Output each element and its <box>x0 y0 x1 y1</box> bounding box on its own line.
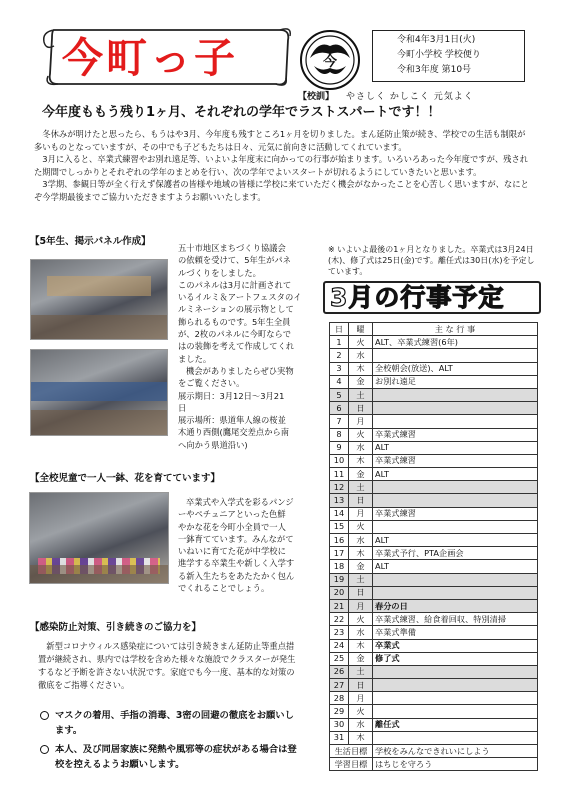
schedule-header-row <box>330 323 538 336</box>
bullet-text: 本人、及び同居家族に発熱や風邪等の症状がある場合は登校を控えるようお願いします。 <box>55 744 297 770</box>
schedule-dow: 金 <box>349 468 373 481</box>
schedule-dow: 火 <box>349 705 373 718</box>
text-line: ました。 <box>178 353 212 364</box>
issue-info-box <box>372 30 525 82</box>
text-line: 展示期日：3月12日～3月21 <box>178 390 285 401</box>
schedule-day: 28 <box>330 692 349 705</box>
motto-values: やさしく かしこく 元気よく <box>346 92 474 102</box>
motto-label: 【校訓】 <box>298 92 335 102</box>
schedule-row <box>330 718 538 731</box>
schedule-day: 3 <box>330 362 349 375</box>
schedule-event: 春分の日 <box>373 599 538 612</box>
schedule-dow: 日 <box>349 402 373 415</box>
schedule-day: 26 <box>330 665 349 678</box>
text-line: 展示場所：県道隼人線の桜並 <box>178 415 286 426</box>
schedule-event <box>373 731 538 744</box>
schedule-row <box>330 336 538 349</box>
schedule-row <box>330 388 538 401</box>
schedule-event <box>373 415 538 428</box>
schedule-dow: 木 <box>349 547 373 560</box>
text-line: いるイルミ＆アートフェスタのイ <box>178 292 302 303</box>
text-line: ーやペチュニアといった色鮮 <box>178 509 286 520</box>
photo-children-planting-flowers <box>29 492 169 584</box>
schedule-day: 2 <box>330 349 349 362</box>
footer-row <box>330 745 538 758</box>
schedule-day: 10 <box>330 454 349 467</box>
schedule-event <box>373 402 538 415</box>
schedule-row <box>330 481 538 494</box>
schedule-day: 16 <box>330 534 349 547</box>
schedule-row <box>330 560 538 573</box>
schedule-day: 25 <box>330 652 349 665</box>
issue-publisher: 今町小学校 学校便り <box>397 50 481 60</box>
schedule-event: 全校朝会(放送)、ALT <box>373 362 538 375</box>
schedule-dow: 日 <box>349 679 373 692</box>
schedule-day: 19 <box>330 573 349 586</box>
study-goal-value: はちじを守ろう <box>373 758 538 771</box>
intro-text <box>34 128 532 204</box>
schedule-dow: 月 <box>349 692 373 705</box>
section1-text <box>178 242 318 451</box>
schedule-event <box>373 481 538 494</box>
schedule-dow: 金 <box>349 652 373 665</box>
schedule-event: 卒業式練習 <box>373 428 538 441</box>
schedule-event: 卒業式 <box>373 639 538 652</box>
section-heading-panel: 【5年生、掲示パネル作成】 <box>30 236 151 247</box>
schedule-dow: 土 <box>349 665 373 678</box>
svg-text:今: 今 <box>323 54 337 70</box>
intro-paragraph: 冬休みが明けたと思ったら、もうはや3月、今年度も残すところ1ヶ月を切りました。まん延防止策が続き、学校での生活も制限が多いものとなっていますが、その中でも子どもたちは日々、元気に前向きに活動してくれています。 <box>34 129 526 152</box>
text-line: る新入生たちをあたたかく包ん <box>178 570 295 581</box>
infection-bullets <box>40 708 302 772</box>
text-line: をご覧ください。 <box>178 378 245 389</box>
schedule-row <box>330 626 538 639</box>
schedule-day: 30 <box>330 718 349 731</box>
schedule-event: 卒業式練習、給食着回収、特別清掃 <box>373 613 538 626</box>
schedule-day: 23 <box>330 626 349 639</box>
schedule-event <box>373 586 538 599</box>
text-line: 五十市地区まちづくり協議会 <box>178 243 286 253</box>
schedule-row <box>330 705 538 718</box>
schedule-day: 1 <box>330 336 349 349</box>
school-crest-icon <box>298 28 362 92</box>
schedule-row <box>330 639 538 652</box>
schedule-dow: 火 <box>349 336 373 349</box>
bullet-circle-icon <box>40 745 49 754</box>
schedule-event: ALT <box>373 534 538 547</box>
schedule-event <box>373 520 538 533</box>
text-line: はの装飾を考えて作成してくれ <box>178 341 295 352</box>
schedule-day: 15 <box>330 520 349 533</box>
schedule-day: 22 <box>330 613 349 626</box>
schedule-event <box>373 705 538 718</box>
schedule-event: ALT <box>373 441 538 454</box>
schedule-event <box>373 679 538 692</box>
schedule-note: ※ いよいよ最後の1ヶ月となりました。卒業式は3月24日(木)、修了式は25日(金)です。離任式は30日(水)を予定しています。 <box>328 245 535 276</box>
schedule-row <box>330 402 538 415</box>
schedule-dow: 水 <box>349 349 373 362</box>
text-line: このパネルは3月に計画されて <box>178 279 292 290</box>
schedule-dow: 火 <box>349 520 373 533</box>
schedule-event <box>373 388 538 401</box>
schedule-day: 18 <box>330 560 349 573</box>
schedule-dow: 日 <box>349 586 373 599</box>
issue-date: 令和4年3月1日(火) <box>397 35 476 45</box>
schedule-day: 24 <box>330 639 349 652</box>
issue-number: 令和3年度 第10号 <box>397 65 472 75</box>
schedule-dow: 土 <box>349 388 373 401</box>
schedule-dow: 金 <box>349 560 373 573</box>
schedule-dow: 火 <box>349 613 373 626</box>
schedule-row <box>330 573 538 586</box>
schedule-day: 14 <box>330 507 349 520</box>
text-line: 飾られるものです。5年生全員 <box>178 316 291 327</box>
schedule-row <box>330 586 538 599</box>
schedule-row <box>330 547 538 560</box>
schedule-row <box>330 613 538 626</box>
bullet-circle-icon <box>40 711 49 720</box>
schedule-dow: 月 <box>349 507 373 520</box>
schedule-day: 5 <box>330 388 349 401</box>
schedule-dow: 月 <box>349 599 373 612</box>
schedule-row <box>330 692 538 705</box>
schedule-day: 13 <box>330 494 349 507</box>
intro-paragraph: 3月に入ると、卒業式練習やお別れ遠足等、いよいよ年度末に向かっての行事が始まります。いろいろあった今年度ですが、残された期間でしっかりとそれぞれの学年のまとめを行い、次の学年でよいスタートが切れるようにしていきたいと思います。 <box>34 154 529 177</box>
schedule-event <box>373 665 538 678</box>
section-heading-infection: 【感染防止対策、引き続きのご協力を】 <box>30 622 202 633</box>
main-headline: 今年度ももう残り1ヶ月、それぞれの学年でラストスパートです！！ <box>42 105 441 120</box>
schedule-event: ALT、卒業式練習(6年) <box>373 336 538 349</box>
bullet-item <box>40 742 302 772</box>
schedule-row <box>330 731 538 744</box>
schedule-event: 離任式 <box>373 718 538 731</box>
schedule-row <box>330 362 538 375</box>
schedule-row <box>330 468 538 481</box>
schedule-dow: 水 <box>349 718 373 731</box>
text-line: が、2枚のパネルに今町ならで <box>178 329 292 340</box>
schedule-day: 4 <box>330 375 349 388</box>
schedule-row <box>330 349 538 362</box>
infection-paragraph: 新型コロナウィルス感染症については引き続きまん延防止等重点措置が継続され、県内では学校を含めた様々な施設でクラスターが発生するなど予断を許さない状況です。家庭でも今一度、基本的な対策の徹底をご指導ください。 <box>38 641 296 690</box>
schedule-event <box>373 573 538 586</box>
schedule-event: 卒業式練習 <box>373 507 538 520</box>
text-line: 進学する卒業生や新しく入学す <box>178 558 295 569</box>
study-goal-label: 学習目標 <box>330 758 373 771</box>
schedule-row <box>330 520 538 533</box>
schedule-day: 21 <box>330 599 349 612</box>
text-line: へ向かう県道沿い) <box>178 439 248 450</box>
schedule-dow: 水 <box>349 441 373 454</box>
footer-row <box>330 758 538 771</box>
text-line: 卒業式や入学式を彩るパンジ <box>186 497 294 507</box>
schedule-event <box>373 349 538 362</box>
schedule-dow: 木 <box>349 454 373 467</box>
schedule-row <box>330 679 538 692</box>
text-line: ルづくりをしました。 <box>178 267 261 278</box>
schedule-row <box>330 441 538 454</box>
schedule-day: 29 <box>330 705 349 718</box>
schedule-body <box>330 336 538 745</box>
section-heading-flowers: 【全校児童で一人一鉢、花を育てています】 <box>30 473 221 484</box>
schedule-dow: 月 <box>349 415 373 428</box>
section2-text <box>178 496 318 594</box>
schedule-dow: 水 <box>349 626 373 639</box>
header-day: 日 <box>330 323 349 336</box>
schedule-event: 卒業式予行、PTA企画会 <box>373 547 538 560</box>
schedule-row <box>330 428 538 441</box>
schedule-row <box>330 494 538 507</box>
schedule-row <box>330 652 538 665</box>
schedule-row <box>330 415 538 428</box>
bullet-item <box>40 708 302 738</box>
schedule-day: 9 <box>330 441 349 454</box>
schedule-row <box>330 454 538 467</box>
text-line: いねいに育てた花が中学校に <box>178 546 286 557</box>
schedule-day: 6 <box>330 402 349 415</box>
schedule-event <box>373 494 538 507</box>
schedule-dow: 金 <box>349 375 373 388</box>
schedule-event: 卒業式準備 <box>373 626 538 639</box>
photo-students-with-panel <box>30 259 168 340</box>
intro-paragraph: 3学期、参観日等が全く行えず保護者の皆様や地域の皆様に学校に来ていただく機会がなかったことを心苦しく思いますが、なにとぞ今学期最後までご協力いただきますようお願いいたします。 <box>34 179 529 202</box>
schedule-row <box>330 665 538 678</box>
bullet-text: マスクの着用、手指の消毒、3密の回避の徹底をお願いします。 <box>55 710 294 736</box>
schedule-dow: 土 <box>349 573 373 586</box>
schedule-day: 12 <box>330 481 349 494</box>
schedule-dow: 水 <box>349 534 373 547</box>
schedule-day: 8 <box>330 428 349 441</box>
schedule-dow: 木 <box>349 639 373 652</box>
school-motto <box>298 89 538 102</box>
newsletter-title: 今町っ子 <box>62 34 238 82</box>
header-event: 主 な 行 事 <box>373 323 538 336</box>
header-dow: 曜 <box>349 323 373 336</box>
schedule-day: 27 <box>330 679 349 692</box>
schedule-day: 20 <box>330 586 349 599</box>
schedule-event: お別れ遠足 <box>373 375 538 388</box>
schedule-event: 修了式 <box>373 652 538 665</box>
schedule-dow: 土 <box>349 481 373 494</box>
photo-students-with-panel-2 <box>30 349 168 436</box>
life-goal-value: 学校をみんなできれいにしよう <box>373 745 538 758</box>
text-line: ルミネーションの展示物として <box>178 304 294 315</box>
text-line: でくれることでしょう。 <box>178 583 270 594</box>
schedule-day: 7 <box>330 415 349 428</box>
schedule-event: ALT <box>373 468 538 481</box>
text-line: 一鉢育てています。みんながて <box>178 533 294 544</box>
schedule-event <box>373 692 538 705</box>
schedule-event: ALT <box>373 560 538 573</box>
schedule-table <box>329 322 538 771</box>
text-line: 機会がありましたらぜひ実物 <box>186 365 294 376</box>
schedule-dow: 日 <box>349 494 373 507</box>
schedule-event: 卒業式練習 <box>373 454 538 467</box>
schedule-day: 11 <box>330 468 349 481</box>
schedule-dow: 木 <box>349 362 373 375</box>
text-line: 日 <box>178 402 187 413</box>
life-goal-label: 生活目標 <box>330 745 373 758</box>
text-line: の依頼を受けて、5年生がパネ <box>178 255 291 266</box>
text-line: 木通り西側(鷹尾交差点から南 <box>178 427 290 438</box>
schedule-row <box>330 534 538 547</box>
schedule-day: 31 <box>330 731 349 744</box>
schedule-dow: 火 <box>349 428 373 441</box>
schedule-row <box>330 599 538 612</box>
schedule-dow: 木 <box>349 731 373 744</box>
schedule-row <box>330 375 538 388</box>
schedule-day: 17 <box>330 547 349 560</box>
schedule-title: 3月の行事予定 <box>330 283 505 312</box>
schedule-row <box>330 507 538 520</box>
text-line: やかな花を今町小全員で一人 <box>178 521 286 532</box>
